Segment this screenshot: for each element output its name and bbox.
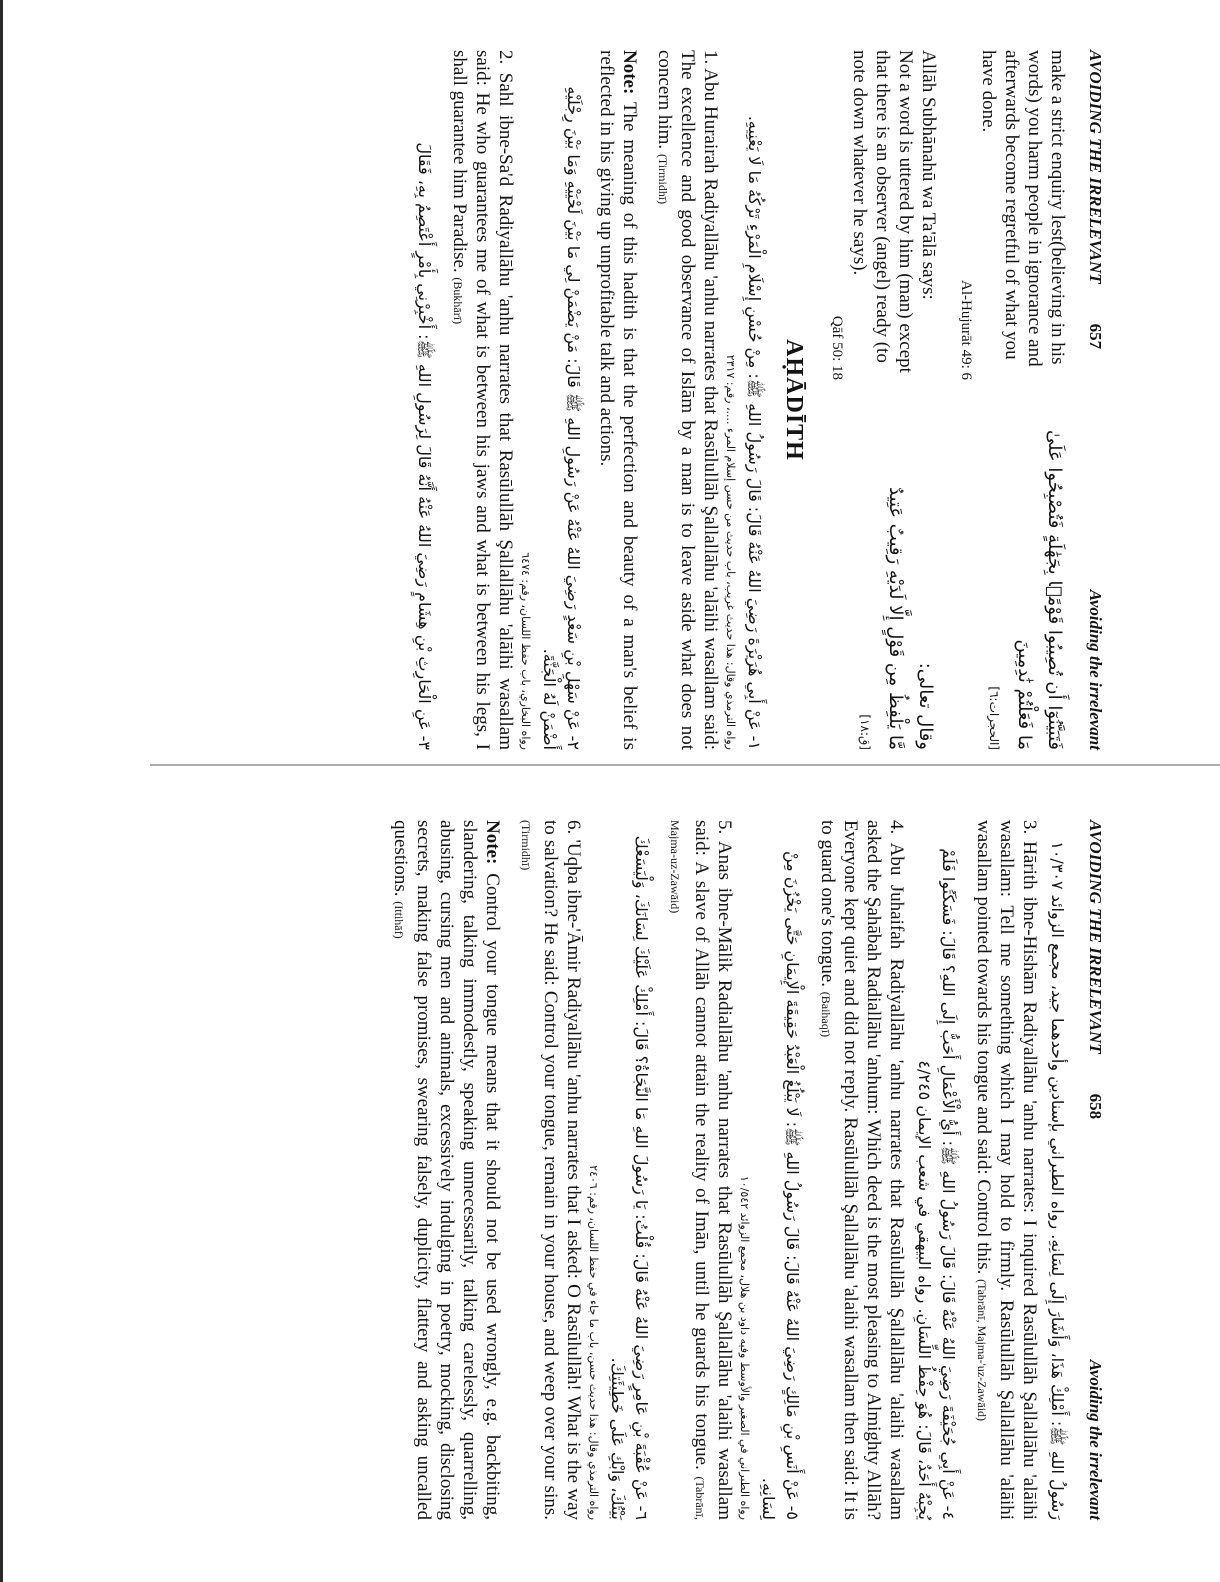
verse-arabic: وقال تعالى: مَّا يَلْفِظُ مِن قَوْلٍ إِلَّا لَدَيْهِ رَقِيبٌ عَتِيدٌ [ق:١٨] xyxy=(825,420,940,750)
note-label: Note: xyxy=(619,50,640,95)
hadith-1-arabic: ١- عَنْ أَبِي هُرَيْرَةَ رَضِيَ اللهُ عَنْهُ قَالَ: قَالَ رَسُولُ اللهِ ﷺ: مِنْ حُسْنِ إِسْلَامِ الْمَرْءِ تَرْكُهُ مَا لَا يَعْنِيهِ. xyxy=(745,115,764,750)
running-title-italic: Avoiding the irrelevant xyxy=(1086,589,1105,750)
hadith-2-arabic-source: رواه البخاري، باب حفظ اللسان، رقم: ٦٤٧٤ xyxy=(519,552,532,750)
hadith-5-arabic: ٥- عَنْ أَنَسِ بْنِ مَالِكٍ رَضِيَ اللهُ عَنْهُ قَالَ: قَالَ رَسُولُ اللهِ ﷺ: لَا يَبْلُغُ الْعَبْدُ حَقِيقَةَ الْإِيمَانِ حَتَّى يَخْزُنَ مِنْ لِسَانِهِ. xyxy=(759,851,802,1520)
hadith-5-arabic-source: رواه الطبراني في الصغير والأوسط وفيه داود بن هلال، مجمع الزوائد ١٠/٥٤٢ xyxy=(738,1175,751,1520)
hadith-6-arabic: ٦- عَنْ عُقْبَةَ بْنِ عَامِرٍ رَضِيَ اللهُ عَنْهُ قَالَ: قُلْتُ: يَا رَسُولَ اللهِ مَا النَّجَاةُ؟ قَالَ: أَمْلِكْ عَلَيْكَ لِسَانَكَ، وَلْيَسَعْكَ بَيْتُكَ، وَابْكِ عَلَى خَطِيئَتِكَ. xyxy=(608,835,651,1520)
scan-edge-line xyxy=(0,0,3,1582)
page-number: 658 xyxy=(1086,1093,1105,1120)
page-header xyxy=(1085,820,1105,1520)
verse-reference: Al-Hujurāt 49: 6 xyxy=(958,280,974,380)
note-label: Note: xyxy=(482,820,503,865)
page-fold-line xyxy=(150,764,1220,766)
running-title-italic: Avoiding the irrelevant xyxy=(1086,1359,1105,1520)
hadith-2-arabic: ٢- عَنْ سَهْلِ بْنِ سَعْدٍ رَضِيَ اللهُ عَنْهُ عَنْ رَسُولِ اللهِ ﷺ قَالَ: مَنْ يَضْمَنْ لِي مَا بَيْنَ لَحْيَيْهِ وَمَا بَيْنَ رِجْلَيْهِ أَضْمَنْ لَهُ الْجَنَّةَ. xyxy=(540,86,583,750)
note-source: (Ittihāf) xyxy=(392,901,406,939)
hadith-6-source: (Tirmidhī) xyxy=(519,820,533,871)
page-658 xyxy=(35,820,1105,1520)
hadith-1-note: Note: The meaning of this hadith is that the perfection and beauty of a man's belief is reflected in his giving up unprofitable talk and actions. xyxy=(596,50,640,750)
hadith-1-english: 1. Abu Hurairah Radiyallāhu 'anhu narrates that Rasūlullāh Şallallāhu 'alāihi wasallam said: The excellence and good observance of Islām by a man is to leave aside what does not concern him. (Tirmidhī) xyxy=(654,50,721,750)
hadith-5-source: (Tabrānī, Majma-uz-Zawāid) xyxy=(668,820,707,1520)
page-header xyxy=(1085,50,1105,750)
verse-row xyxy=(954,50,1069,750)
section-heading: AḤĀDĪTH xyxy=(781,339,807,461)
running-title: AVOIDING THE IRRELEVANT xyxy=(1086,50,1105,284)
hadith-6-arabic-source: رواه الترمذي وقال: هذا حديث حسن، باب ما جاء في حفظ اللسان، رقم: ٢٤٠٦ xyxy=(587,1165,600,1520)
hadith-3-arabic-continued: رَسُولُ اللهِ ﷺ: أَمْلِكْ هَذَا، وَأَشَارَ إِلَى لِسَانِهِ. رواه الطبراني بإسنادين وأحدهما جيد، مجمع الزوائد ١٠/٣٠٧ xyxy=(1048,841,1067,1520)
hadith-6-english: 6. 'Uqba ibne-'Āmir Radiyallāhu 'anhu narrates that I asked: O Rasūlullāh! What is the way to salvation? He said: Control your tongue, remain in your house, and weep over your sins. (Tirmidhī) xyxy=(519,820,584,1520)
hadith-4-source: (Baihaqī) xyxy=(819,991,833,1038)
hadith-3-english: 3. Hārith ibne-Hishām Radiyallāhu 'anhu narrates: I inquired Rasūlullāh Şallallāhu 'alāihi wasallam: Tell me something which I may hold to firmly. Rasūlullāh Şallallāhu 'alāihi wasallam pointed towards his tongue and said: Control this. (Tabrānī, Majma-'uz-Zawāid) xyxy=(973,820,1040,1520)
hadith-1-source: (Tirmidhī) xyxy=(656,153,670,205)
verse-arabic: فَتَبَيَّنُوٓا أَن تُصِيبُوا قَوْمًۢا بِجَهَٰلَةٍ فَتُصْبِحُوا عَلَىٰ مَا فَعَلْتُمْ نَٰدِمِينَ [الحجرات:٦] xyxy=(954,420,1069,750)
page-657 xyxy=(35,50,1105,750)
verse-reference: Qāf 50: 18 xyxy=(829,315,845,380)
hadith-3-source: (Tabrānī, Majma-'uz-Zawāid) xyxy=(975,1279,989,1422)
verse-arabic-ref: [ق:١٨] xyxy=(858,714,872,750)
verse-arabic-ref: [الحجرات:٦] xyxy=(987,686,1001,750)
verse-english: Allāh Subhānahū wa Ta'ālā says: Not a word is uttered by him (man) except that there is an observer (angel) ready (to note down whatever he says). Qāf 50: 18 xyxy=(825,50,940,380)
hadith-1-arabic-source: رواه الترمذي وقال: هذا حديث غريب، باب حديث من حسن إسلام المرء ....، رقم: ٢٣١٧ xyxy=(724,354,737,750)
page-number: 657 xyxy=(1086,323,1105,350)
hadith-4-arabic: ٤- عَنْ أَبِي جُحَيْفَةَ رَضِيَ اللهُ عَنْهُ قَالَ: قَالَ رَسُولُ اللهِ ﷺ: أَيُّ الْأَعْمَالِ أَحَبُّ إِلَى اللهِ؟ قَالَ: فَسَكَتُوا فَلَمْ يُجِبْهُ أَحَدٌ، قَالَ: هُوَ حِفْظُ اللِّسَانِ. رواه البيهقي في شعب الإيمان ٤/٢٤٥ xyxy=(915,848,958,1520)
hadith-3-arabic-start: ٣- عَنِ الْحَارِثِ بْنِ هِشَامٍ رَضِيَ اللهُ عَنْهُ أَنَّهُ قَالَ لِرَسُولِ اللهِ ﷺ: أَخْبِرْنِي بِأَمْرٍ أَعْتَصِمُ بِهِ، فَقَالَ xyxy=(415,142,434,750)
hadith-6-note: Note: Control your tongue means that it should not be used wrongly, e.g. backbiting, slandering, talking immodestly, speaking unnecessarily, talking carelessly, quarrelling, abusing, cursing men and animals, excessively indulging in poetry, mocking, disclosing secrets, making false promises, swearing falsely, duplicity, flattery and asking uncalled questions. (Ittihāf) xyxy=(390,820,503,1521)
running-title: AVOIDING THE IRRELEVANT xyxy=(1086,820,1105,1054)
hadith-4-english: 4. Abu Juhaifah Radiyallāhu 'anhu narrates that Rasūlullāh Şallallāhu 'alaihi wasallam asked the Şahābah Radiallāhu 'anhum: Which deed is the most pleasing to Almighty Allāh? Everyone kept quiet and did not reply. Rasūlullāh Şallallāhu 'alaihi wasallam then said: It is to guard one's tongue. (Baihaqī) xyxy=(817,820,907,1520)
verse-row xyxy=(825,50,940,750)
hadith-2-source: (Bukhārī) xyxy=(451,277,465,325)
verse-english: make a strict enquiry lest(believing in his words) you harm people in ignorance and afterwards become regretful of what you have done. Al-Hujurāt 49: 6 xyxy=(954,50,1069,380)
hadith-5-english: 5. Anas ibne-Mālik Radiallāhu 'anhu narrates that Rasūlullāh Şallallāhu 'alaihi wasallam said: A slave of Allāh cannot attain the reality of Imān, until he guards his tongue. (Tabrānī, Majma-uz-Zawāid) xyxy=(668,820,735,1520)
hadith-2-english: 2. Sahl ibne-Sa'd Radiyallāhu 'anhu narrates that Rasūlullāh Şallallāhu 'alāihi wasallam said: He who guarantees me of what is between his jaws and what is between his legs, I shall guarantee him Paradise. (Bukhārī) xyxy=(449,50,516,750)
